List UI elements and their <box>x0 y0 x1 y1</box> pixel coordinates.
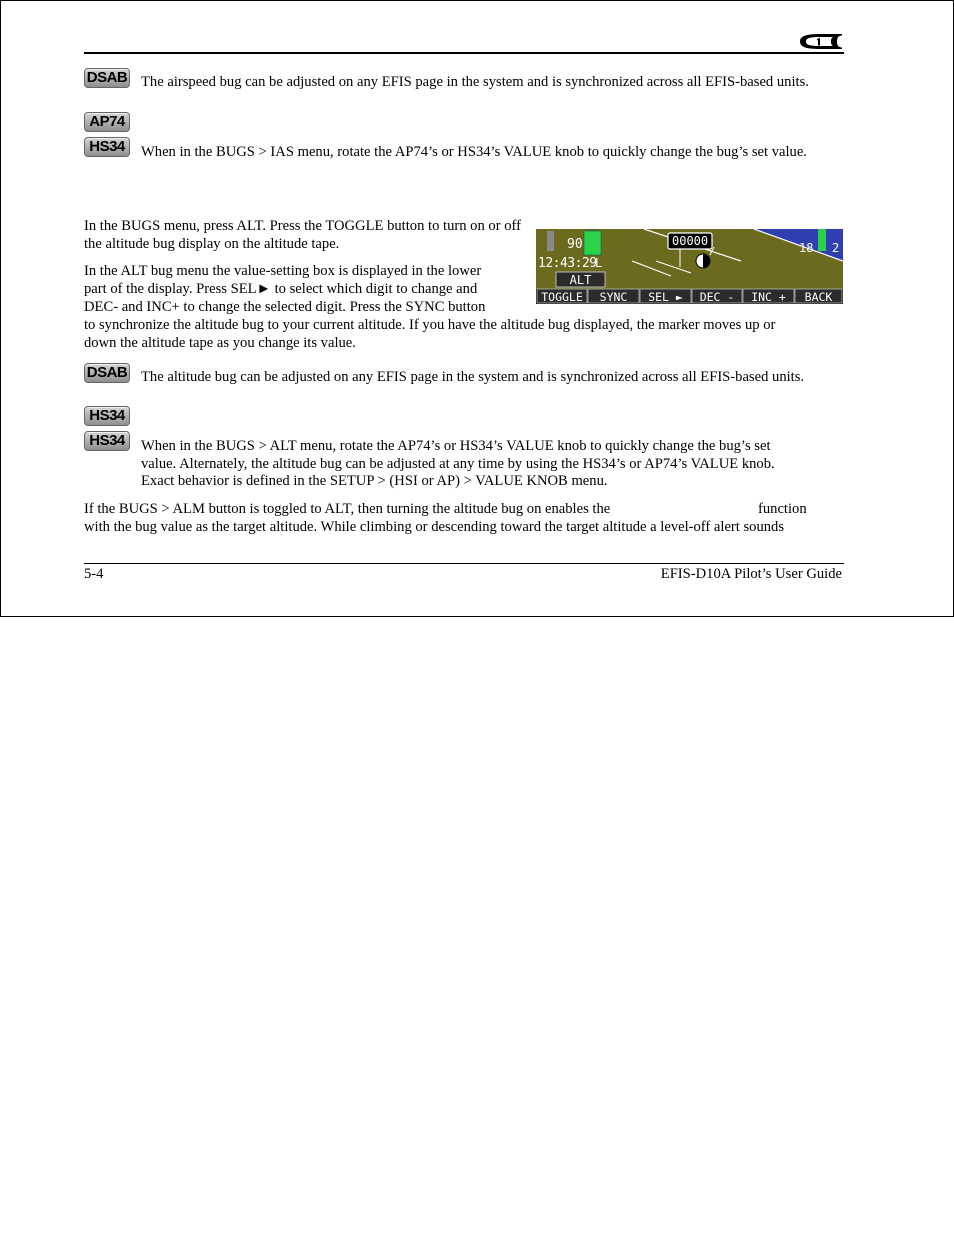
airspeed-readout: 90 <box>567 237 583 252</box>
dsab-badge: DSAB <box>84 68 130 88</box>
menu-button-label: DEC - <box>699 290 735 304</box>
menu-button-label: SEL ► <box>648 290 683 304</box>
text-line: When in the BUGS > ALT menu, rotate the AP74’s or HS34’s VALUE knob to quickly change the bug’s set <box>141 438 771 454</box>
note-knob-airspeed: When in the BUGS > IAS menu, rotate the AP74’s or HS34’s VALUE knob to quickly change the bug’s set value. <box>141 144 807 160</box>
footer-rule <box>84 563 844 564</box>
clock-suffix: L <box>595 256 603 270</box>
page-number: 5-4 <box>84 566 104 582</box>
menu-button-label: INC + <box>751 290 786 304</box>
header-rule <box>84 52 844 54</box>
alt-bug-value: 00000 <box>672 234 709 248</box>
text-line: to synchronize the altitude bug to your current altitude. If you have the altitude bug displayed, the marker moves up or <box>84 317 776 333</box>
heading-green-marker <box>818 229 826 251</box>
text-line: down the altitude tape as you change its value. <box>84 335 356 351</box>
hs34-badge: HS34 <box>84 406 130 426</box>
footer-title: EFIS-D10A Pilot’s User Guide <box>660 566 842 582</box>
text-line: Exact behavior is defined in the SETUP > (HSI or AP) > VALUE KNOB menu. <box>141 473 608 489</box>
paragraph-alt-alarm <box>84 500 844 536</box>
menu-buttons <box>537 289 842 304</box>
efis-alt-bug-screenshot <box>536 229 843 304</box>
dynon-logo-icon <box>798 33 844 50</box>
airspeed-green-arc <box>584 231 601 255</box>
text-line: value. Alternately, the altitude bug can be adjusted at any time by using the HS34’s or AP74’s VALUE knob. <box>141 455 775 472</box>
note-dsab-altitude: The altitude bug can be adjusted on any EFIS page in the system and is synchronized across all EFIS-based units. <box>141 369 805 385</box>
text-line-start: If the BUGS > ALM button is toggled to ALT, then turning the altitude bug on enables the <box>84 501 611 517</box>
menu-title: ALT <box>569 273 592 287</box>
hs34-badge: HS34 <box>84 431 130 451</box>
dsab-badge: DSAB <box>84 363 130 383</box>
text-line: part of the display. Press SEL► to select which digit to change and <box>84 281 478 297</box>
menu-button-label: TOGGLE <box>541 290 583 304</box>
menu-button-label: BACK <box>804 290 833 304</box>
note-knob-altitude <box>141 438 841 491</box>
text-line: DEC- and INC+ to change the selected digit. Press the SYNC button <box>84 299 486 315</box>
airspeed-tape <box>547 231 554 251</box>
heading-tick: 2 <box>832 241 840 255</box>
paragraph-alt-toggle: In the BUGS menu, press ALT. Press the TOGGLE button to turn on or off the altitude bug display on the altitude tape. <box>84 218 521 252</box>
text-line-function: function <box>758 501 807 517</box>
clock-readout: 12:43:29 <box>538 256 597 271</box>
note-dsab-airspeed: The airspeed bug can be adjusted on any EFIS page in the system and is synchronized across all EFIS-based units. <box>141 74 809 90</box>
ap74-badge: AP74 <box>84 112 130 132</box>
text-line: with the bug value as the target altitude. While climbing or descending toward the target altitude a level-off alert sounds <box>84 519 785 535</box>
hs34-badge: HS34 <box>84 137 130 157</box>
heading-tick: 18 <box>799 241 814 255</box>
menu-button-label: SYNC <box>599 290 628 304</box>
text-line: In the ALT bug menu the value-setting box is displayed in the lower <box>84 263 482 279</box>
text-line <box>84 500 844 518</box>
